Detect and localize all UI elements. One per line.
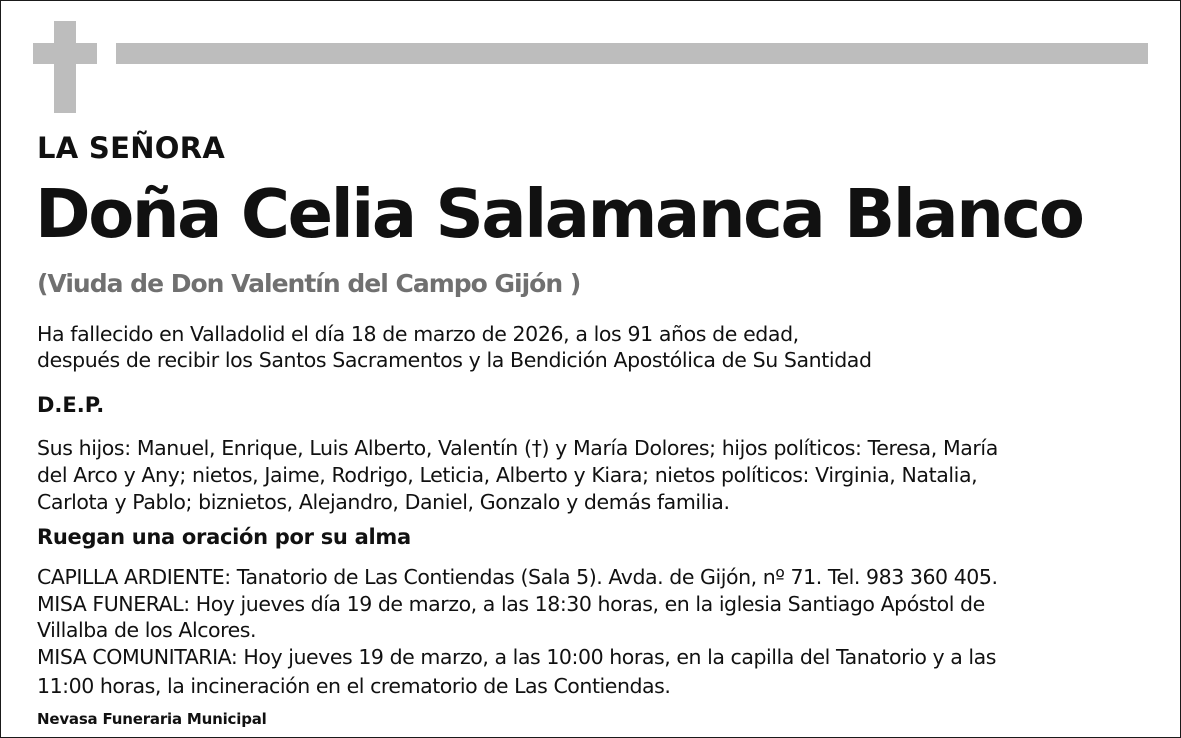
deceased-name: Doña Celia Salamanca Blanco bbox=[35, 175, 1083, 253]
details-line-cremation: 11:00 horas, la incineración en el crematorio de Las Contiendas. bbox=[37, 674, 671, 698]
details-line-funeral-mass-place: Villalba de los Alcores. bbox=[37, 618, 257, 642]
funeral-home-name: Nevasa Funeraria Municipal bbox=[37, 710, 267, 728]
service-details bbox=[37, 564, 1157, 700]
family-list bbox=[37, 435, 1147, 516]
family-line: Carlota y Pablo; biznietos, Alejandro, Daniel, Gonzalo y demás familia. bbox=[37, 490, 730, 514]
details-line-community-mass: MISA COMUNITARIA: Hoy jueves 19 de marzo, a las 10:00 horas, en la capilla del Tanatorio y a las bbox=[37, 644, 996, 669]
cross-icon-arm bbox=[33, 43, 97, 64]
prayer-request: Ruegan una oración por su alma bbox=[37, 525, 411, 549]
announcement-line: después de recibir los Santos Sacramentos y la Bendición Apostólica de Su Santidad bbox=[37, 348, 872, 372]
details-line-chapel: CAPILLA ARDIENTE: Tanatorio de Las Contiendas (Sala 5). Avda. de Gijón, nº 71. Tel. 983 360 405. bbox=[37, 565, 998, 589]
widow-of-line: (Viuda de Don Valentín del Campo Gijón ) bbox=[37, 269, 581, 298]
header-divider-bar bbox=[116, 43, 1148, 64]
family-line: del Arco y Any; nietos, Jaime, Rodrigo, Leticia, Alberto y Kiara; nietos políticos: Virginia, Natalia, bbox=[37, 463, 978, 487]
dep-heading: D.E.P. bbox=[37, 393, 105, 417]
cross-icon bbox=[54, 21, 76, 113]
death-announcement bbox=[37, 321, 1157, 373]
honorific-prefix: LA SEÑORA bbox=[37, 131, 226, 165]
announcement-line: Ha fallecido en Valladolid el día 18 de marzo de 2026, a los 91 años de edad, bbox=[37, 322, 799, 346]
family-line: Sus hijos: Manuel, Enrique, Luis Alberto, Valentín (†) y María Dolores; hijos políticos: Teresa, María bbox=[37, 436, 998, 460]
details-line-funeral-mass: MISA FUNERAL: Hoy jueves día 19 de marzo, a las 18:30 horas, en la iglesia Santiago Apóstol de bbox=[37, 591, 985, 616]
